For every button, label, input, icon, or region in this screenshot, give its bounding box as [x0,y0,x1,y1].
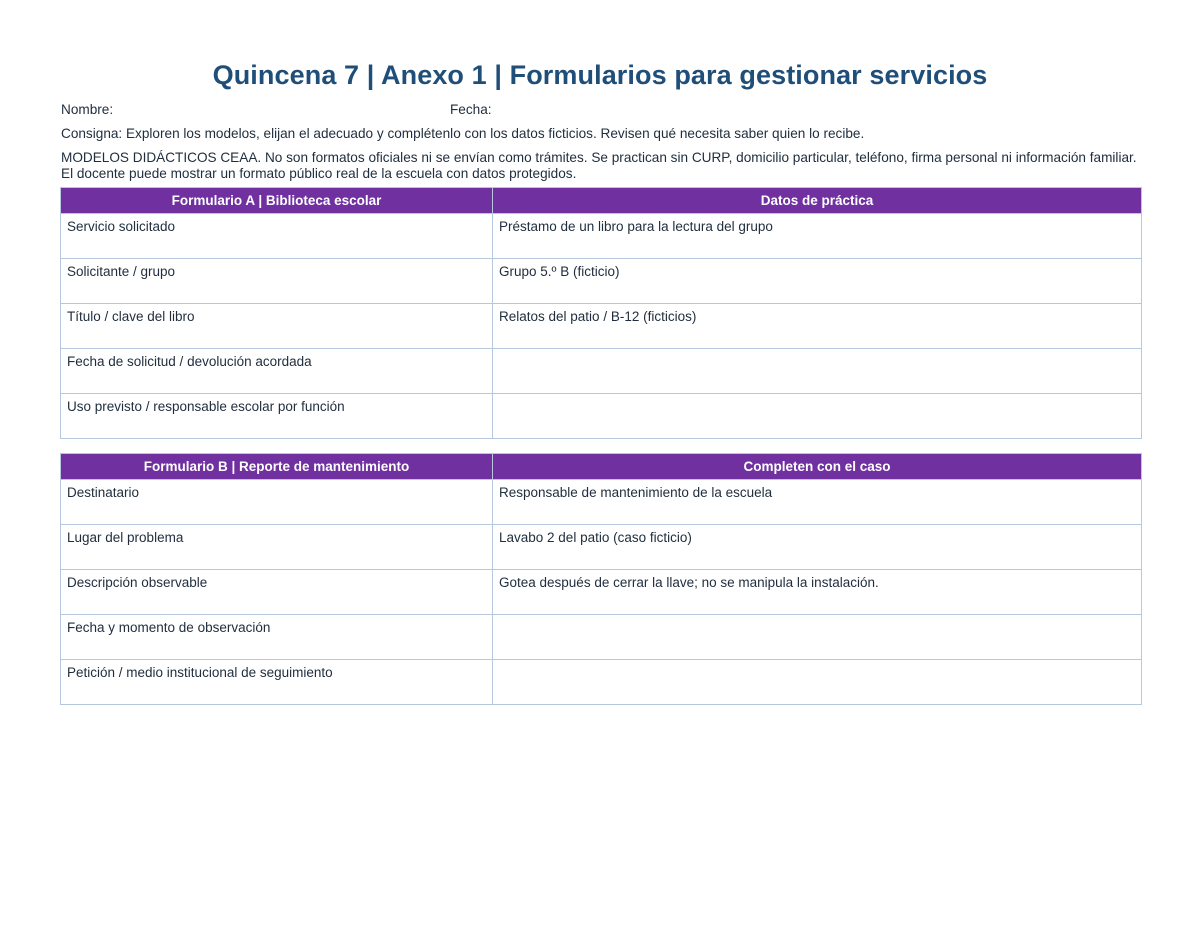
table-row [61,349,1142,394]
nombre-field-label: Nombre: [61,102,114,117]
field-value[interactable]: Relatos del patio / B-12 (ficticios) [493,304,1142,349]
instructions-text: Consigna: Exploren los modelos, elijan el adecuado y complétenlo con los datos ficticios. Revisen qué necesita saber quien lo recibe. [61,126,865,141]
field-value[interactable]: Préstamo de un libro para la lectura del grupo [493,214,1142,259]
field-value[interactable]: Responsable de mantenimiento de la escuela [493,480,1142,525]
field-label: Descripción observable [61,570,493,615]
table-row [61,394,1142,439]
field-label: Servicio solicitado [61,214,493,259]
form-b-header-row [61,454,1142,480]
disclaimer-line-2: El docente puede mostrar un formato público real de la escuela con datos protegidos. [61,166,577,181]
table-row [61,570,1142,615]
table-row [61,615,1142,660]
field-value[interactable] [493,349,1142,394]
field-label: Fecha de solicitud / devolución acordada [61,349,493,394]
form-a-title: Formulario A | Biblioteca escolar [61,188,493,214]
table-row [61,660,1142,705]
table-row [61,304,1142,349]
field-value[interactable]: Grupo 5.º B (ficticio) [493,259,1142,304]
fecha-field-label: Fecha: [450,102,492,117]
field-value[interactable] [493,615,1142,660]
form-b-column-heading: Completen con el caso [493,454,1142,480]
field-label: Solicitante / grupo [61,259,493,304]
disclaimer-line-1: MODELOS DIDÁCTICOS CEAA. No son formatos oficiales ni se envían como trámites. Se practican sin CURP, domicilio particular, teléfono, firma personal ni información familiar. [61,150,1137,165]
field-label: Lugar del problema [61,525,493,570]
table-row [61,525,1142,570]
table-row [61,259,1142,304]
form-b-table [60,453,1142,705]
form-a-column-heading: Datos de práctica [493,188,1142,214]
field-value[interactable] [493,660,1142,705]
field-label: Fecha y momento de observación [61,615,493,660]
field-label: Petición / medio institucional de seguimiento [61,660,493,705]
page-title: Quincena 7 | Anexo 1 | Formularios para gestionar servicios [212,60,988,90]
form-a-table [60,187,1142,439]
form-a-header-row [61,188,1142,214]
field-value[interactable] [493,394,1142,439]
field-value[interactable]: Lavabo 2 del patio (caso ficticio) [493,525,1142,570]
disclaimer-text [61,150,1151,182]
table-row [61,480,1142,525]
form-b-title: Formulario B | Reporte de mantenimiento [61,454,493,480]
field-label: Destinatario [61,480,493,525]
field-label: Uso previsto / responsable escolar por función [61,394,493,439]
table-row [61,214,1142,259]
field-value[interactable]: Gotea después de cerrar la llave; no se manipula la instalación. [493,570,1142,615]
field-label: Título / clave del libro [61,304,493,349]
